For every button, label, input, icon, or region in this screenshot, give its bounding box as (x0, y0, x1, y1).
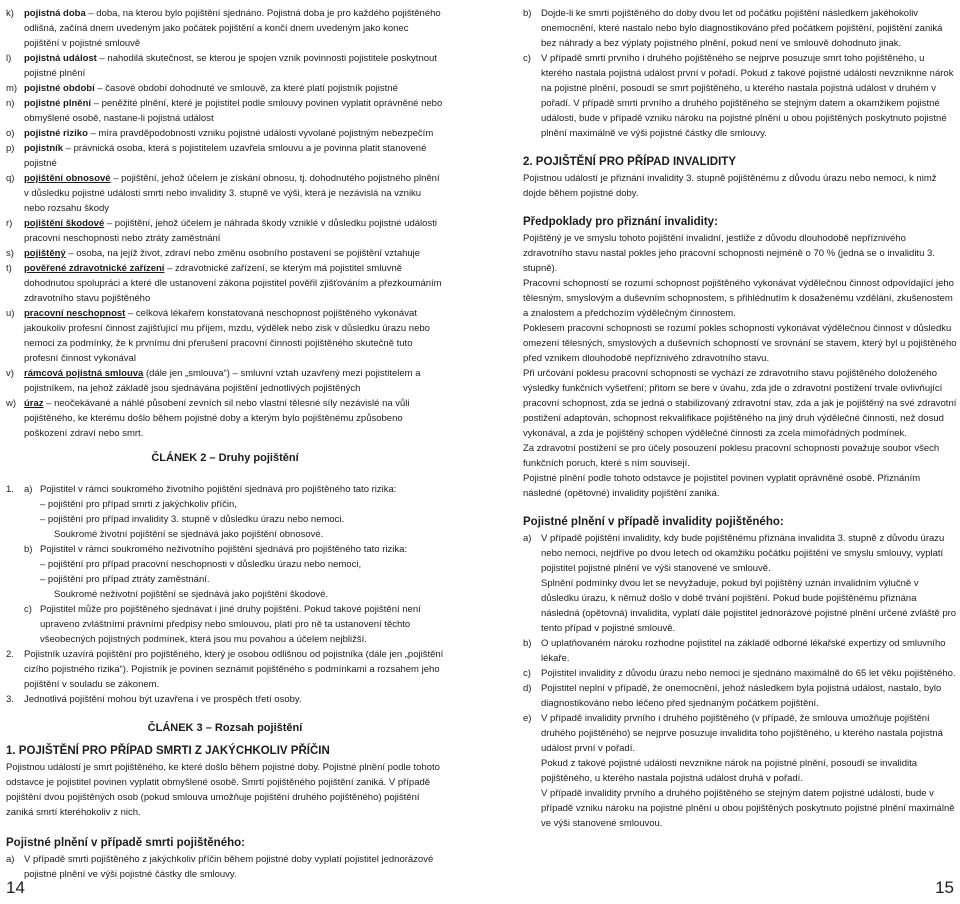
definition-item (6, 171, 444, 216)
item-text: Pojistník uzavírá pojištění pro pojištěného, který je osobou odlišnou od pojistníka (dále jen „pojištění cizího pojistného rizika“). Pojistník je povinen seznámit pojištěného s podmínkami a rozsahem jeho pojištění v souladu se zákonem. (24, 649, 444, 690)
item-text (24, 396, 444, 441)
definition-item (6, 51, 444, 81)
item-letter: t) (6, 263, 12, 274)
item-text: O uplatňovaném nároku rozhodne pojistitel na základě odborné lékařské expertizy od smluvního lékaře. (541, 638, 946, 664)
item-letter: c) (523, 53, 531, 64)
item-letter: b) (523, 8, 532, 19)
definition-text: – peněžité plnění, které je pojistitel podle smlouvy povinen vyplatit oprávněné nebo obmyšlené osobě, nastane-li pojistná událost (24, 98, 443, 124)
section-1-subtitle: Pojistné plnění v případě smrti pojištěného: (6, 837, 245, 849)
invalidity-benefit-title: Pojistné plnění v případě invalidity pojištěného: (523, 516, 784, 528)
definition-term: pojištěný (24, 248, 66, 259)
page-number-left: 14 (6, 878, 25, 897)
section-1-title: 1. POJIŠTĚNÍ PRO PŘÍPAD SMRTI Z JAKÝCHKOLIV PŘÍČIN (6, 745, 330, 757)
dash-item: – pojištění pro případ pracovní neschopnosti v důsledku úrazu nebo nemoci, (40, 559, 362, 570)
definition-text: – osoba, na jejíž život, zdraví nebo změnu osobního postavení se pojištění vztahuje (65, 248, 421, 259)
item-letter: q) (6, 173, 15, 184)
item-text: V případě smrti pojištěného z jakýchkoliv příčin během pojistné doby vyplatí pojistitel jednorázové pojistné plnění ve výši pojistné částky dle smlouvy. (24, 854, 434, 880)
definition-item (6, 396, 444, 441)
item-text (24, 96, 444, 126)
section-1-text: Pojistnou událostí je smrt pojištěného, ke které došlo během pojistné doby. Pojistné plnění podle tohoto odstavce je pojistitel povinen vyplatit obmyšlené osobě. Smrtí pojištěného pojištění zaniká. V případě pojištění dvou pojištěných osob (pokud smlouva umožňuje pojištění druhého pojištěného) pojištění zaniká smrtí kteréhokoliv z nich. (6, 762, 440, 818)
item-text (24, 171, 444, 216)
definition-text: – doba, na kterou bylo pojištění sjednáno. Pojistná doba je pro každého pojištěného odlišná, začíná dnem uvedeným jako počátek pojištění a končí dnem uvedeným jako konec pojištění v pojistné smlouvě (24, 8, 441, 49)
invalidity-item-a (523, 531, 957, 636)
item-letter: d) (523, 683, 532, 694)
item-text (24, 126, 444, 141)
item-number: 2. (6, 649, 14, 660)
section-1-item-a (6, 852, 444, 882)
item-number: 3. (6, 694, 14, 705)
item-text: Pojistitel v rámci soukromého neživotního pojištění sjednává pro pojištěného tato rizika: (40, 544, 407, 555)
item-text (24, 366, 444, 396)
article-3-title: ČLÁNEK 3 – Rozsah pojištění (147, 722, 303, 734)
item-text: Pojistitel neplní v případě, že onemocnění, jehož následkem byla pojistná událost, nastalo, bylo diagnostikováno nebo léčeno před sjednaným počátkem pojištění. (541, 683, 942, 709)
item-letter: c) (24, 604, 32, 615)
dash-item: – pojištění pro případ invalidity 3. stupně v důsledku úrazu nebo nemoci. (40, 514, 345, 525)
definition-text: – právnická osoba, která s pojistitelem uzavřela smlouvu a je povinna platit stanovené pojistné (24, 143, 427, 169)
paragraph: Pracovní schopností se rozumí schopnost pojištěného vykonávat výdělečnou činnost odpovídající jeho tělesným, smyslovým a duševním schopnostem, s přihlédnutím k dosaženému vzdělání, zkušenostem a znalostem a předchozím výdělečným činnostem. (523, 278, 954, 319)
item-letter: k) (6, 8, 14, 19)
item-text: Pojistitel invalidity z důvodu úrazu nebo nemoci je sjednáno maximálně do 65 let věku pojištěného. (541, 668, 956, 679)
item-letter: s) (6, 248, 14, 259)
item-text: Jednotlivá pojištění mohou být uzavřena i ve prospěch třetí osoby. (24, 694, 302, 705)
definition-term: pojištění škodové (24, 218, 105, 229)
item-letter: a) (6, 854, 15, 865)
item-text (24, 141, 444, 171)
definition-text: – míra pravděpodobnosti vzniku pojistné události vyvolané pojistným nebezpečím (87, 128, 434, 139)
definitions-list (6, 6, 444, 441)
item-letter: p) (6, 143, 15, 154)
section-2-title: 2. POJIŠTĚNÍ PRO PŘÍPAD INVALIDITY (523, 156, 736, 168)
item-text: Pojistitel může pro pojištěného sjednávat i jiné druhy pojištění. Pokud takové pojištění není upraveno zvláštními právními předpisy nebo smlouvou, platí pro ně ta ustanovení těchto všeobecných pojistných podmínek, která jsou mu povahou a účelem nejbližší. (40, 604, 421, 645)
paragraph: Pojištěný je ve smyslu tohoto pojištění invalidní, jestliže z důvodu dlouhodobě nepříznivého zdravotního stavu nastal pokles jeho pracovní schopnosti nejméně o 70 % (jedná se o invaliditu 3. stupně). (523, 233, 935, 274)
death-item-c (523, 51, 957, 141)
definition-text: (dále jen „smlouva“) – smluvní vztah uzavřený mezi pojistitelem a pojistníkem, na jehož základě jsou sjednávána pojištění jednotlivých pojištěných (24, 368, 421, 394)
article-2-item-3 (6, 692, 444, 707)
item-text (24, 81, 444, 96)
definition-item (6, 96, 444, 126)
item-text (24, 246, 444, 261)
item-letter: a) (523, 533, 532, 544)
invalidity-item-c (523, 666, 957, 681)
definition-term: rámcová pojistná smlouva (24, 368, 144, 379)
death-item-b (523, 6, 957, 51)
item-letter: e) (523, 713, 532, 724)
definition-text: – zdravotnické zařízení, se kterým má pojistitel smluvně dohodnutou spolupráci a které dle ustanovení zákona pojistitel pověřil zjišťováním a přezkoumáním zdravotního stavu pojištěného (24, 263, 442, 304)
item-text (24, 6, 444, 51)
item-letter: w) (6, 398, 17, 409)
item-letter: v) (6, 368, 14, 379)
item-number: 1. (6, 484, 14, 495)
item-letter: b) (523, 638, 532, 649)
definition-text: – nahodilá skutečnost, se kterou je spojen vznik povinnosti pojistitele poskytnout pojistné plnění (24, 53, 437, 79)
section-2-text: Pojistnou událostí je přiznání invalidity 3. stupně pojištěnému z důvodu úrazu nebo nemoci, k nimž dojde během pojistné doby. (523, 173, 937, 199)
note-text: Soukromé neživotní pojištění se sjednává jako pojištění škodové. (54, 589, 329, 600)
dash-item: – pojištění pro případ ztráty zaměstnání. (40, 574, 210, 585)
definition-text: – časové období dohodnuté ve smlouvě, za které platí pojistník pojistné (94, 83, 398, 94)
left-column (6, 6, 444, 882)
item-text: Dojde-li ke smrti pojištěného do doby dvou let od počátku pojištění následkem jakéhokoliv onemocnění, které nastalo nebo bylo diagnostikováno před počátkem pojištění, pojištění zaniká bez náhrady a bez výplaty pojistného plnění, pokud není ve smlouvě dohodnuto jinak. (541, 8, 943, 49)
definition-item (6, 216, 444, 246)
article-2-item-1b (6, 542, 444, 557)
definition-item (6, 366, 444, 396)
item-letter: r) (6, 218, 13, 229)
item-text (24, 261, 444, 306)
item-text (24, 51, 444, 81)
article-2-item-1 (6, 482, 444, 497)
invalidity-item-d (523, 681, 957, 711)
item-text (24, 306, 444, 366)
item-letter: o) (6, 128, 15, 139)
definition-item (6, 81, 444, 96)
item-letter: a) (24, 484, 33, 495)
invalidity-item-e (523, 711, 957, 831)
definition-term: pojištění obnosové (24, 173, 111, 184)
definition-item (6, 6, 444, 51)
article-2-item-2 (6, 647, 444, 692)
paragraph: Poklesem pracovní schopnosti se rozumí pokles schopnosti vykonávat výdělečnou činnost v důsledku omezení tělesných, smyslových a duševních schopností ve srovnání se stavem, který byl u pojištěného před vznikem dlouhodobě nepříznivého zdravotního stavu. (523, 323, 957, 364)
definition-text: – pojištění, jehož účelem je náhrada škody vzniklé v důsledku pojistné události pracovní neschopnosti nebo ztráty zaměstnání (24, 218, 437, 244)
note-text: Soukromé životní pojištění se sjednává jako pojištění obnosové. (54, 529, 324, 540)
definition-term: pojistné období (24, 83, 95, 94)
definition-text: – celková lékařem konstatovaná neschopnost pojištěného vykonávat jakoukoliv profesní činnost zajišťující mu příjem, mzdu, výdělek nebo zisk v důsledku úrazu nebo nemoci za podmínky, že k prvnímu dni přerušení pracovní činnosti pojištěného skutečně tuto profesní činnost vykonával (24, 308, 430, 364)
definition-term: pověřené zdravotnické zařízení (24, 263, 165, 274)
definition-term: pracovní neschopnost (24, 308, 126, 319)
paragraph: Pojistné plnění podle tohoto odstavce je pojistitel povinen vyplatit oprávněné osobě. Přiznáním následné (opětovné) invalidity pojištění zaniká. (523, 473, 921, 499)
page-number-right: 15 (935, 878, 954, 897)
definition-term: pojistník (24, 143, 64, 154)
definition-term: pojistné plnění (24, 98, 92, 109)
dash-item: – pojištění pro případ smrti z jakýchkoliv příčin, (40, 499, 237, 510)
definition-item (6, 141, 444, 171)
item-text: Pojistitel v rámci soukromého životního pojištění sjednává pro pojištěného tato rizika: (40, 484, 397, 495)
item-letter: l) (6, 53, 12, 64)
item-text: V případě smrti prvního i druhého pojištěného se nejprve posuzuje smrt toho pojištěného, u kterého nastala pojistná událost první v pořadí. Pokud z takové pojistné události nevzniknne nárok na pojistné plnění, posoudí se smrt pojištěného, u kterého nastala pojistná událost v druhém v pořadí. V případě smrti prvního a druhého pojištěného se stejným datem a okamžikem pojistné události, bude v případě vzniku nároku na pojistné plnění u obou pojištěných poskytnuto pojistné plnění maximálně ve výši pojistné částky dle smlouvy. (541, 53, 954, 139)
definition-text: – pojištění, jehož účelem je získání obnosu, tj. dohodnutého pojistného plnění v důsledku pojistné události smrti nebo invalidity 3. stupně ve výši, která je nezávislá na vzniku nebo rozsahu škody (24, 173, 440, 214)
definition-item (6, 306, 444, 366)
item-letter: u) (6, 308, 15, 319)
item-letter: c) (523, 668, 531, 679)
definition-item (6, 246, 444, 261)
paragraph: Při určování poklesu pracovní schopnosti se vychází ze zdravotního stavu pojištěného doloženého výsledky funkčních vyšetření; přitom se bere v úvahu, zda jde o zdravotní postižení trvale ovlivňující pracovní schopnost, zda se jedná o stabilizovaný zdravotní stav, zda a jak je pojištěný na své zdravotní postižení adaptován, schopnost rekvalifikace pojištěného na jiný druh výdělečné činnosti, než dosud vykonával, a zda je pojištěný schopen výdělečné činnosti za zcela mimořádných podmínek. (523, 368, 957, 439)
definition-term: úraz (24, 398, 44, 409)
item-letter: b) (24, 544, 33, 555)
item-letter: n) (6, 98, 15, 109)
item-text: V případě pojištění invalidity, kdy bude pojištěnému přiznána invalidita 3. stupně z důvodu úrazu nebo nemoci, nejdříve po dvou letech od okamžiku počátku pojištění ve smyslu smlouvy, vyplatí pojistitel pojistné plnění ve výši stanovené ve smlouvě. Splnění podmínky dvou let se nevyžaduje, pokud byl pojištěný uznán invalidním výlučně v důsledku úrazu, k němuž došlo v době trvání pojištění. Pokud bude pojištěnému přiznána následná (opětovná) invalidita, vyplatí dále pojistitel jednorázové pojistné plnění určené zvláště pro tento případ v pojistné smlouvě. (541, 533, 957, 634)
prerequisites-title: Předpoklady pro přiznání invalidity: (523, 216, 718, 228)
definition-item (6, 261, 444, 306)
item-text (24, 216, 444, 246)
right-column (523, 6, 957, 831)
paragraph: Za zdravotní postižení se pro účely posouzení poklesu pracovní schopnosti považuje soubor všech funkčních poruch, které s ním souvisejí. (523, 443, 940, 469)
definition-term: pojistná událost (24, 53, 97, 64)
definition-term: pojistná doba (24, 8, 86, 19)
item-letter: m) (6, 83, 18, 94)
definition-text: – neočekávané a náhlé působení zevních sil nebo vlastní tělesné síly nezávislé na vůli pojištěného, ke kterému došlo během pojistné doby a kterým bylo pojištěnému způsobeno poškození zdraví nebo smrt. (24, 398, 410, 439)
invalidity-item-b (523, 636, 957, 666)
article-2-item-1c (6, 602, 444, 647)
item-text: V případě invalidity prvního i druhého pojištěného (v případě, že smlouva umožňuje pojištění druhého pojištěného) se nejprve posuzuje invalidita toho pojištěného, u kterého nastala pojistná událost první v pořadí. Pokud z takové pojistné události nevznikne nárok na pojistné plnění, posoudí se invalidita pojištěného, u kterého nastala pojistná událost druhá v pořadí. V případě invalidity prvního a druhého pojištěného se stejným datem pojistné události, bude v případě vzniku nároku na pojistné plnění u obou pojištěných poskytnuto pojistné plnění maximálně ve výši stanovené smlouvou. (541, 713, 955, 829)
definition-item (6, 126, 444, 141)
article-2-title: ČLÁNEK 2 – Druhy pojištění (151, 452, 299, 464)
definition-term: pojistné riziko (24, 128, 88, 139)
